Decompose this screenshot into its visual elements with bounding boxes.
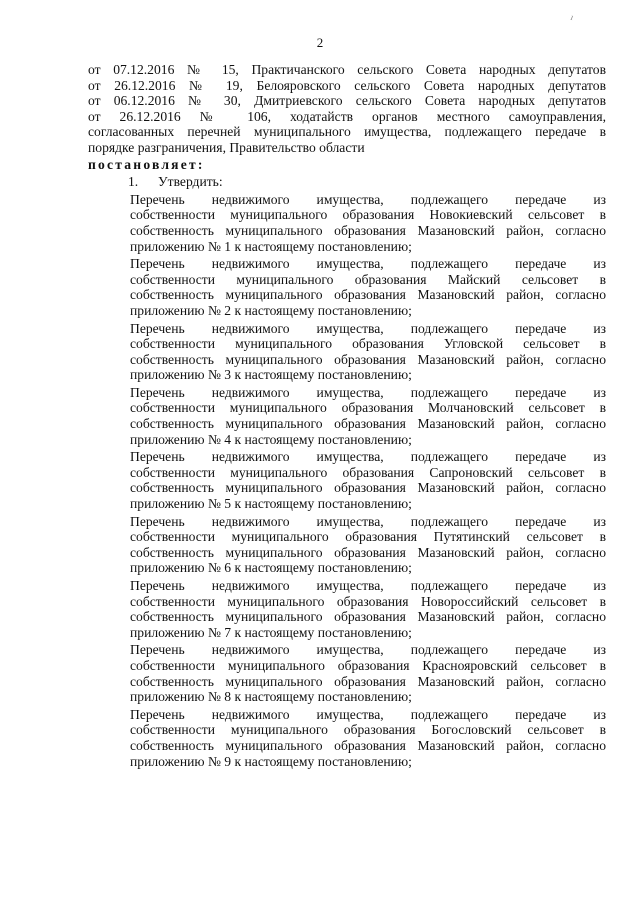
annex-paragraph: [88, 642, 606, 704]
intro-line: порядке разграничения, Правительство области: [88, 139, 365, 155]
paragraph-line: Перечень недвижимого имущества, подлежащего передаче из: [130, 384, 606, 400]
paragraph-line: Перечень недвижимого имущества, подлежащего передаче из: [130, 706, 606, 722]
annex-paragraph: [88, 514, 606, 576]
paragraph-line: собственности муниципального образования Богословский сельсовет в: [130, 722, 606, 738]
annex-paragraph: [88, 321, 606, 383]
paragraph-line: Перечень недвижимого имущества, подлежащего передаче из: [130, 642, 606, 658]
intro-line: от 26.12.2016 № 106, ходатайств органов местного самоуправления,: [88, 108, 606, 124]
paragraph-line: Перечень недвижимого имущества, подлежащего передаче из: [130, 256, 606, 272]
list-of-annexes: [88, 192, 606, 769]
corner-mark: ı: [569, 11, 576, 23]
paragraph-line: собственности муниципального образования Краснояровский сельсовет в: [130, 657, 606, 673]
document-body: [88, 62, 606, 769]
intro-line: от 06.12.2016 № 30, Дмитриевского сельского Совета народных депутатов: [88, 93, 606, 109]
annex-paragraph: [88, 449, 606, 511]
paragraph-line: приложению № 8 к настоящему постановлению;: [130, 689, 412, 705]
paragraph-line: приложению № 9 к настоящему постановлению;: [130, 753, 412, 769]
paragraph-line: собственность муниципального образования Мазановский район, согласно: [130, 480, 606, 496]
intro-line: от 26.12.2016 № 19, Белояровского сельского Совета народных депутатов: [88, 77, 606, 93]
annex-paragraph: [88, 256, 606, 318]
paragraph-line: Перечень недвижимого имущества, подлежащего передаче из: [130, 191, 606, 207]
page-number: 2: [316, 35, 324, 50]
paragraph-line: собственность муниципального образования Мазановский район, согласно: [130, 222, 606, 238]
paragraph-line: Перечень недвижимого имущества, подлежащего передаче из: [130, 513, 606, 529]
annex-paragraph: [88, 578, 606, 640]
paragraph-line: собственность муниципального образования Мазановский район, согласно: [130, 544, 606, 560]
paragraph-line: собственность муниципального образования Мазановский район, согласно: [130, 351, 606, 367]
paragraph-line: собственность муниципального образования Мазановский район, согласно: [130, 609, 606, 625]
intro-line: от 07.12.2016 № 15, Практичанского сельского Совета народных депутатов: [88, 62, 606, 77]
paragraph-line: приложению № 7 к настоящему постановлению;: [130, 624, 412, 640]
paragraph-line: приложению № 2 к настоящему постановлению;: [130, 302, 412, 318]
paragraph-line: приложению № 3 к настоящему постановлению;: [130, 367, 412, 383]
paragraph-line: собственности муниципального образования Сапроновский сельсовет в: [130, 464, 606, 480]
annex-paragraph: [88, 707, 606, 769]
paragraph-line: собственности муниципального образования Майский сельсовет в: [130, 271, 606, 287]
intro-line: согласованных перечней муниципального имущества, подлежащего передаче в: [88, 124, 606, 140]
paragraph-line: приложению № 4 к настоящему постановлению;: [130, 431, 412, 447]
item-number: 1.: [128, 174, 139, 190]
paragraph-line: собственность муниципального образования Мазановский район, согласно: [130, 416, 606, 432]
paragraph-line: Перечень недвижимого имущества, подлежащего передаче из: [130, 578, 606, 593]
paragraph-line: Перечень недвижимого имущества, подлежащего передаче из: [130, 320, 606, 336]
paragraph-line: собственности муниципального образования Угловской сельсовет в: [130, 336, 606, 352]
paragraph-line: приложению № 1 к настоящему постановлению;: [130, 238, 412, 254]
paragraph-line: собственности муниципального образования Путятинский сельсовет в: [130, 529, 606, 545]
annex-paragraph: [88, 192, 606, 254]
item-1: [88, 174, 606, 190]
paragraph-line: собственности муниципального образования Молчановский сельсовет в: [130, 400, 606, 416]
paragraph-line: собственности муниципального образования Новокиевский сельсовет в: [130, 207, 606, 223]
paragraph-line: собственность муниципального образования Мазановский район, согласно: [130, 737, 606, 753]
intro-paragraph: [88, 62, 606, 156]
paragraph-line: собственность муниципального образования Мазановский район, согласно: [130, 287, 606, 303]
paragraph-line: Перечень недвижимого имущества, подлежащего передаче из: [130, 449, 606, 465]
paragraph-line: приложению № 6 к настоящему постановлению;: [130, 560, 412, 576]
paragraph-line: собственность муниципального образования Мазановский район, согласно: [130, 673, 606, 689]
annex-paragraph: [88, 385, 606, 447]
paragraph-line: собственности муниципального образования Новороссийский сельсовет в: [130, 593, 606, 609]
paragraph-line: приложению № 5 к настоящему постановлению;: [130, 496, 412, 512]
resolves-heading: постановляет:: [88, 156, 205, 172]
item-text: Утвердить:: [158, 174, 223, 190]
